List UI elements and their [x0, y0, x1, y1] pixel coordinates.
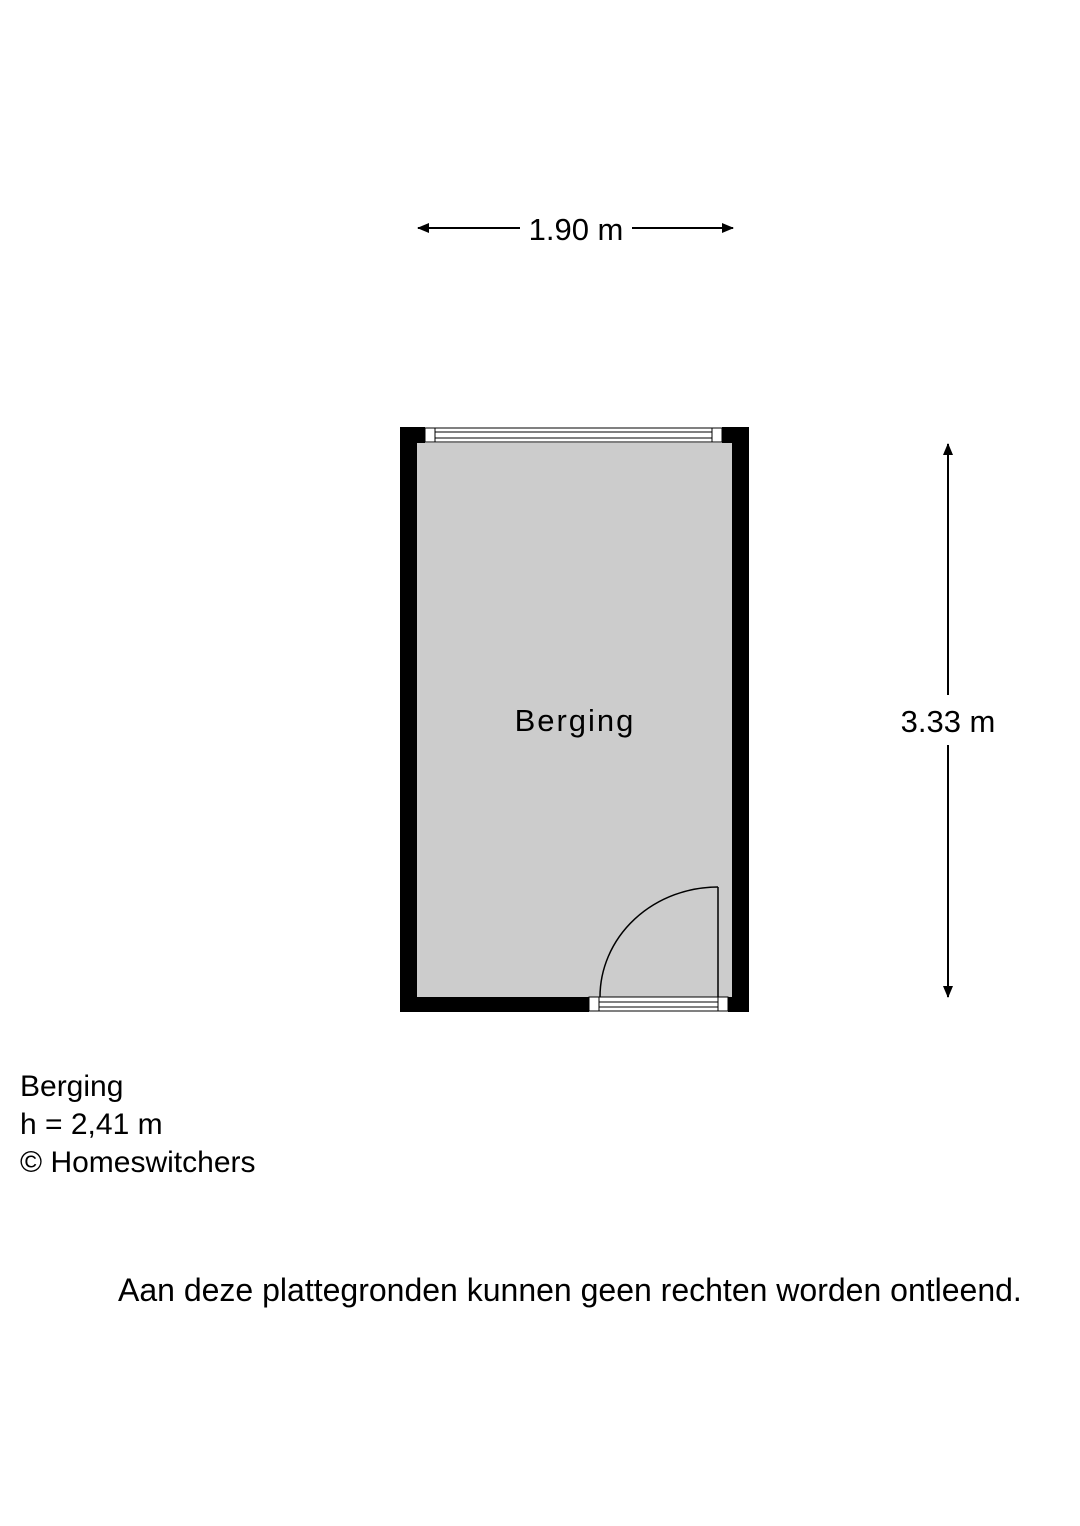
room-info: [20, 1068, 256, 1182]
height-dimension: [901, 444, 996, 997]
door-frame: [589, 997, 728, 1011]
wall-right: [732, 427, 749, 1012]
wall-top-right: [722, 427, 749, 443]
wall-bottom-right: [728, 997, 749, 1012]
width-dimension: [418, 212, 733, 247]
width-label: 1.90 m: [528, 212, 624, 247]
wall-top-left: [400, 427, 425, 443]
wall-bottom-left: [400, 997, 589, 1012]
info-ceiling-height: h = 2,41 m: [20, 1108, 163, 1141]
window-icon: [425, 428, 722, 442]
wall-left: [400, 427, 417, 1012]
info-copyright: © Homeswitchers: [20, 1146, 256, 1179]
room-label: Berging: [514, 703, 636, 738]
disclaimer: Aan deze plattegronden kunnen geen rechten worden ontleend.: [118, 1272, 1022, 1308]
height-label: 3.33 m: [900, 704, 996, 739]
info-room-name: Berging: [20, 1070, 124, 1103]
